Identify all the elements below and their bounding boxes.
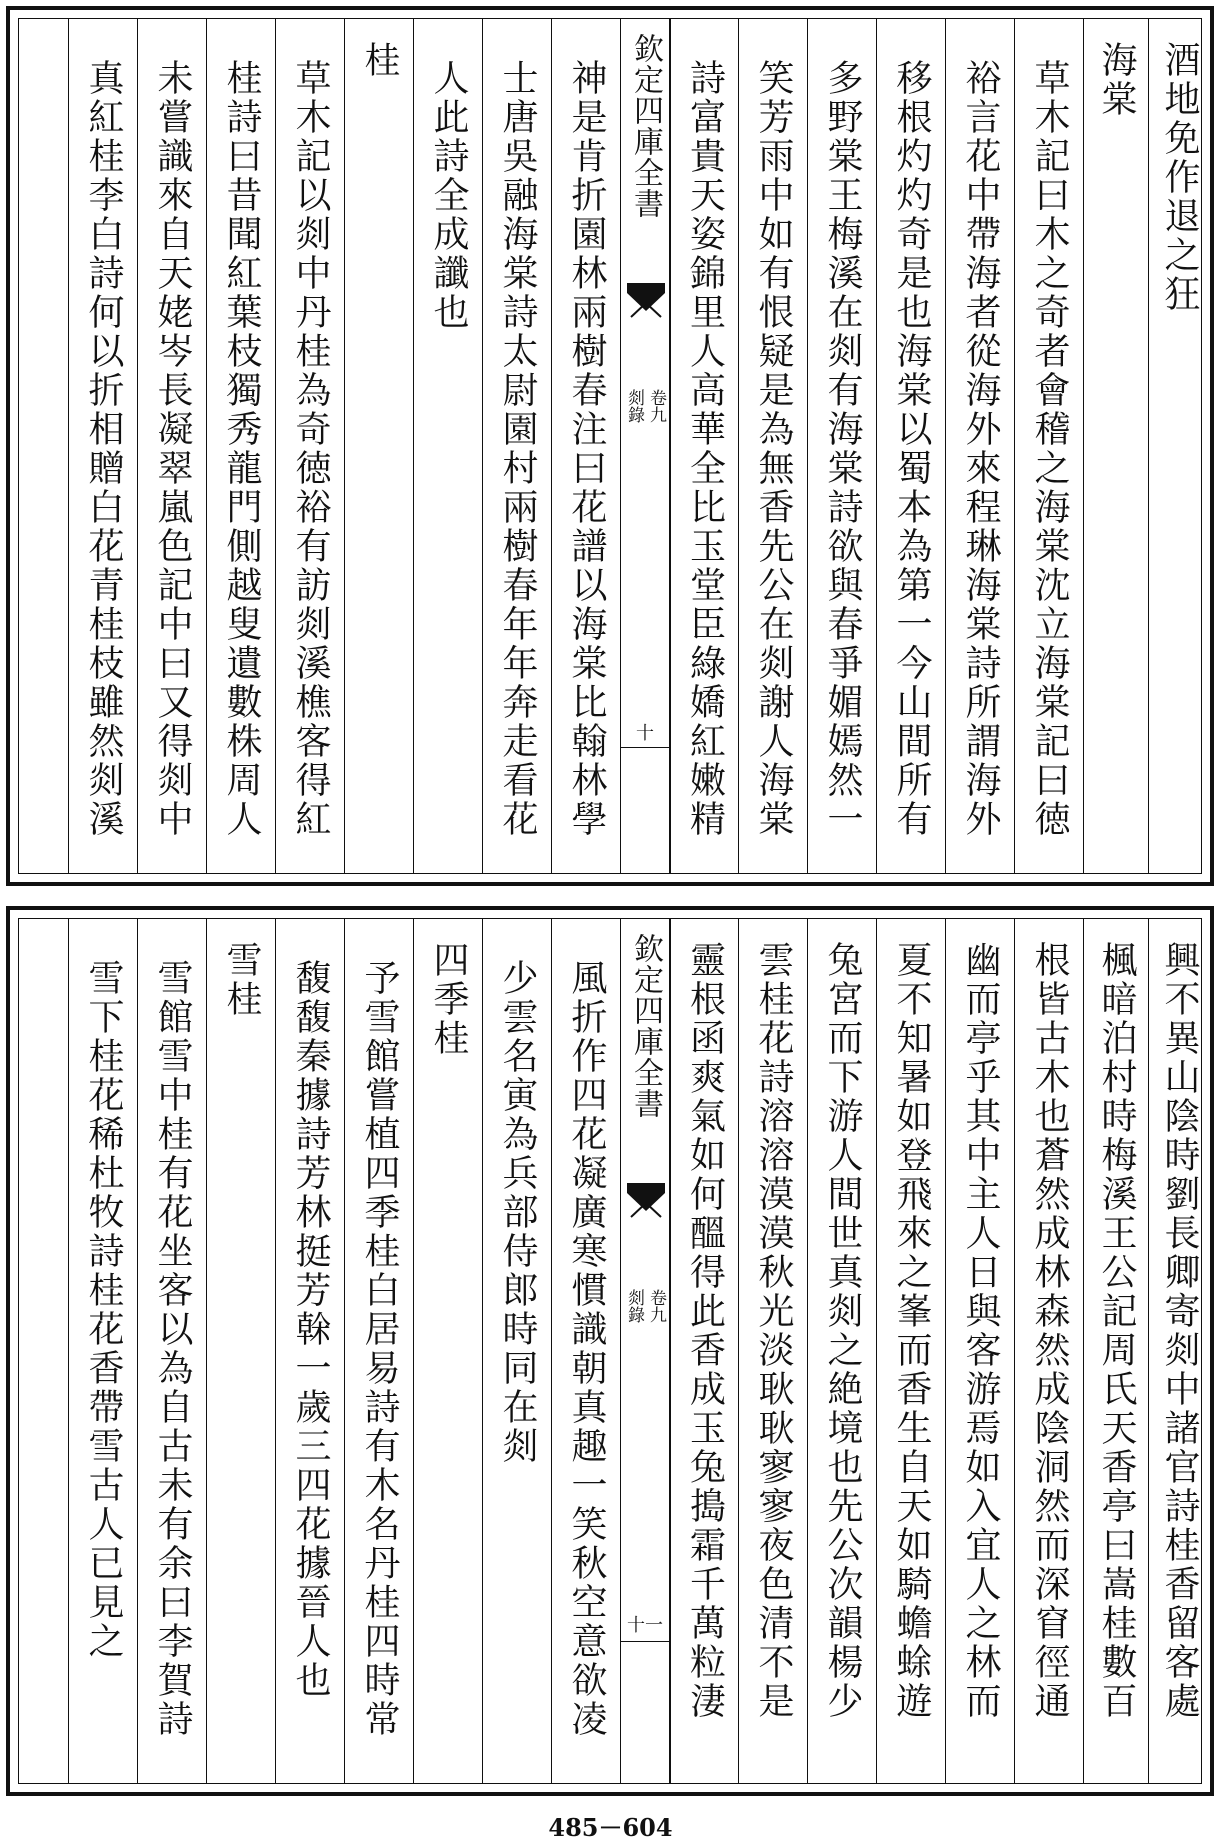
text-column (945, 919, 1014, 1783)
page-number: 十 (636, 723, 654, 744)
column-text: 人此詩全成讖也 (428, 59, 469, 332)
text-column (413, 19, 482, 873)
text-column (807, 919, 876, 1783)
footer-page-label: 485－604 (548, 1813, 673, 1842)
section-heading: 四季桂 (428, 941, 469, 1058)
column-text: 雪下桂花稀杜牧詩桂花香帶雪古人已見之 (83, 959, 124, 1661)
page-number-rule (621, 747, 669, 748)
text-column (670, 19, 738, 873)
text-column (551, 19, 620, 873)
column-text: 移根灼灼奇是也海棠以蜀本為第一今山間所有 (891, 59, 932, 839)
column-text: 楓暗泊村時梅溪王公記周氏天香亭曰嵩桂數百 (1096, 941, 1137, 1721)
center-fold (620, 919, 670, 1783)
text-column (738, 19, 807, 873)
column-text: 笑芳雨中如有恨疑是為無香先公在剡謝人海棠 (753, 59, 794, 839)
bottom-page-frame (18, 918, 1202, 1784)
text-column (344, 919, 413, 1783)
column-text: 根皆古木也蒼然成林森然成陰洞然而深窅徑通 (1029, 941, 1070, 1721)
volume-label (621, 389, 669, 423)
text-column (1148, 919, 1209, 1783)
volume-label-juan: 卷九 (646, 1289, 666, 1323)
section-heading: 海棠 (1096, 41, 1137, 119)
text-column (275, 19, 344, 873)
column-text: 草木記曰木之奇者會稽之海棠沈立海棠記曰徳 (1029, 59, 1070, 839)
column-text: 真紅桂李白詩何以折相贈白花青桂枝雖然剡溪 (83, 59, 124, 839)
text-column (1014, 19, 1083, 873)
text-column (68, 919, 137, 1783)
fishtail-mark-icon (627, 1181, 665, 1221)
text-column (137, 919, 206, 1783)
volume-label-book: 剡錄 (624, 1289, 644, 1323)
text-column (482, 19, 551, 873)
column-text: 夏不知暑如登飛來之峯而香生自天如騎蟾蜍遊 (891, 941, 932, 1721)
text-column (206, 919, 275, 1783)
text-column (344, 19, 413, 873)
text-column (275, 919, 344, 1783)
text-column (551, 919, 620, 1783)
column-text: 草木記以剡中丹桂為奇徳裕有訪剡溪樵客得紅 (290, 59, 331, 839)
text-column (1014, 919, 1083, 1783)
text-column (482, 919, 551, 1783)
text-column (876, 19, 945, 873)
center-fold (620, 19, 670, 873)
column-text: 士唐吳融海棠詩太尉園村兩樹春年年奔走看花 (497, 59, 538, 839)
page-number-rule (621, 1641, 669, 1642)
fishtail-mark-icon (627, 281, 665, 321)
column-text: 多野棠王梅溪在剡有海棠詩欲與春爭媚嫣然一 (822, 59, 863, 839)
column-text: 裕言花中帶海者從海外來程琳海棠詩所謂海外 (960, 59, 1001, 839)
text-column (1148, 19, 1209, 873)
text-column (945, 19, 1014, 873)
top-page (6, 6, 1214, 886)
page-number: 十一 (627, 1615, 663, 1636)
volume-label (621, 1289, 669, 1323)
column-text: 雪館雪中桂有花坐客以為自古未有余曰李賀詩 (152, 959, 193, 1739)
text-column (807, 19, 876, 873)
volume-label-juan: 卷九 (646, 389, 666, 423)
column-text: 酒地免作退之狂 (1159, 41, 1200, 314)
text-column (1083, 19, 1148, 873)
bottom-page (6, 906, 1214, 1796)
column-text: 風折作四花凝廣寒慣識朝真趣一笑秋空意欲凌 (566, 959, 607, 1739)
column-text: 興不異山陰時劉長卿寄剡中諸官詩桂香留客處 (1159, 941, 1200, 1721)
text-column (738, 919, 807, 1783)
column-text: 兔宮而下游人間世真剡之絶境也先公次韻楊少 (822, 941, 863, 1721)
volume-label-book: 剡錄 (624, 389, 644, 423)
column-text: 詩富貴天姿錦里人高華全比玉堂臣綠嬌紅嫩精 (684, 59, 726, 839)
text-column (137, 19, 206, 873)
column-text: 未嘗識來自天姥岑長凝翠嵐色記中曰又得剡中 (152, 59, 193, 839)
column-text: 靈根函爽氣如何醞得此香成玉兔搗霜千萬粒淒 (684, 941, 726, 1721)
text-column (206, 19, 275, 873)
column-text: 馥馥秦據詩芳林挺芳榦一歲三四花據晉人也 (290, 959, 331, 1700)
column-text: 予雪館嘗植四季桂白居易詩有木名丹桂四時常 (359, 959, 400, 1739)
text-column (1083, 919, 1148, 1783)
book-title: 欽定四庫全書 (628, 933, 663, 1119)
section-heading: 雪桂 (221, 941, 262, 1019)
column-text: 雲桂花詩溶溶漠漠秋光淡耿耿寥寥夜色清不是 (753, 941, 794, 1721)
book-title: 欽定四庫全書 (628, 33, 663, 219)
text-column (413, 919, 482, 1783)
column-text: 幽而亭乎其中主人日與客游焉如入宜人之林而 (960, 941, 1001, 1721)
column-text: 桂詩曰昔聞紅葉枝獨秀龍門側越叟遺數株周人 (221, 59, 262, 839)
section-heading: 桂 (359, 41, 400, 80)
text-column (876, 919, 945, 1783)
text-column (68, 19, 137, 873)
column-text: 少雲名寅為兵部侍郎時同在剡 (497, 959, 538, 1466)
text-column (670, 919, 738, 1783)
column-text: 神是肯折園林兩樹春注曰花譜以海棠比翰林學 (566, 59, 607, 839)
top-page-frame (18, 18, 1202, 874)
